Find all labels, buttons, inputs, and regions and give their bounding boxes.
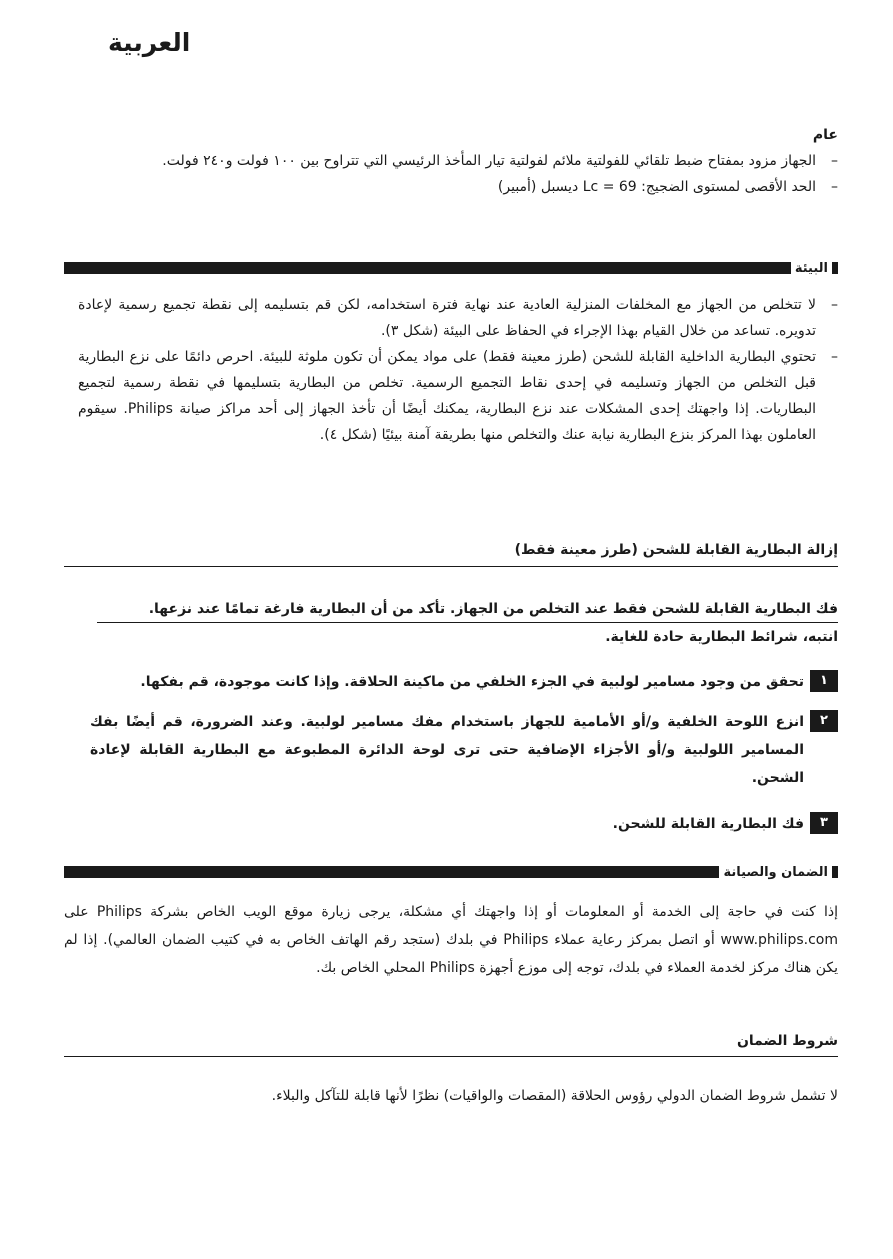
step-text: فك البطارية القابلة للشحن. <box>612 816 804 832</box>
general-list <box>64 148 838 200</box>
warranty-conditions-text: لا تشمل شروط الضمان الدولي رؤوس الحلاقة (المقصات والواقيات) نظرًا لأنها قابلة للتآكل والبلاء. <box>271 1088 838 1104</box>
warranty-section <box>64 898 838 982</box>
step-3 <box>90 810 838 838</box>
list-item: – الحد الأقصى لمستوى الضجيج: Lc = 69 ديسبل (أمبير) <box>64 174 838 200</box>
battery-removal-heading-block <box>64 537 838 563</box>
warranty-conditions-heading-block <box>64 1028 838 1054</box>
battery-caution: انتبه، شرائط البطارية حادة للغاية. <box>605 629 838 645</box>
step-text: تحقق من وجود مسامير لولبية في الجزء الخلفي من ماكينة الحلاقة. وإذا كانت موجودة، قم بفكها. <box>140 674 804 690</box>
step-number: ١ <box>810 670 838 692</box>
list-item: – تحتوي البطارية الداخلية القابلة للشحن (طرز معينة فقط) على مواد يمكن أن تكون ملوثة للبيئة. احرص دائمًا على نزع البطارية قبل التخلص من الجهاز وتسليمه في إحدى نقاط التجميع الرسمية. تخلص من البطارية بتسليمها في نقطة رسمية لتجميع البطاريات. إذا واجهتك إحدى المشكلات عند نزع البطارية، يمكنك أيضًا أن تأخذ الجهاز إلى أحد مراكز صيانة Philips. سيقوم العاملون بهذا المركز بنزع البطارية نيابة عنك والتخلص منها بطريقة آمنة بيئيًا (شكل ٤). <box>64 344 838 448</box>
divider <box>97 622 838 623</box>
environment-list <box>64 292 838 448</box>
step-number: ٣ <box>810 812 838 834</box>
warranty-section-bar <box>64 866 838 878</box>
language-title: العربية <box>108 28 191 57</box>
environment-heading: البيئة <box>791 261 832 276</box>
divider <box>64 1056 838 1057</box>
step-text: انزع اللوحة الخلفية و/أو الأمامية للجهاز باستخدام مفك مسامير لولبية. وعند الضرورة، قم أيضًا بفك المسامير اللولبية و/أو الأجزاء الإضافية حتى ترى لوحة الدائرة المطبوعة مع البطارية القابلة لإعادة الشحن. <box>90 714 804 786</box>
divider <box>64 566 838 567</box>
section-bar-fill <box>64 866 719 878</box>
general-heading: عام <box>812 127 838 143</box>
warranty-conditions-block <box>64 1083 838 1109</box>
battery-caution-block <box>97 624 838 650</box>
warranty-conditions-heading: شروط الضمان <box>736 1033 838 1049</box>
section-marker <box>832 866 838 878</box>
section-marker <box>832 262 838 274</box>
step-1 <box>90 668 838 696</box>
list-item: – الجهاز مزود بمفتاح ضبط تلقائي للفولتية ملائم لفولتية تيار المأخذ الرئيسي التي تتراوح بين ١٠٠ فولت و٢٤٠ فولت. <box>64 148 838 174</box>
step-number: ٢ <box>810 710 838 732</box>
battery-notice-block <box>97 596 838 622</box>
environment-section-bar <box>64 262 838 274</box>
general-section <box>64 122 838 200</box>
battery-notice: فك البطارية القابلة للشحن فقط عند التخلص من الجهاز. تأكد من أن البطارية فارغة تمامًا عند نزعها. <box>148 601 838 617</box>
list-item: – لا تتخلص من الجهاز مع المخلفات المنزلية العادية عند نهاية فترة استخدامه، لكن قم بتسليمه إلى نقطة تجميع رسمية لإعادة تدويره. تساعد من خلال القيام بهذا الإجراء في الحفاظ على البيئة (شكل ٣). <box>64 292 838 344</box>
battery-removal-heading: إزالة البطارية القابلة للشحن (طرز معينة فقط) <box>514 542 838 558</box>
section-bar-fill <box>64 262 791 274</box>
warranty-text: إذا كنت في حاجة إلى الخدمة أو المعلومات أو إذا واجهتك أي مشكلة، يرجى زيارة موقع الويب الخاص بشركة Philips على www.philips.com أو اتصل بمركز رعاية عملاء Philips في بلدك (ستجد رقم الهاتف الخاص به في كتيب الضمان العالمي). إذا لم يكن هناك مركز لخدمة العملاء في بلدك، توجه إلى موزع أجهزة Philips المحلي الخاص بك. <box>64 904 839 976</box>
warranty-heading: الضمان والصيانة <box>719 865 832 880</box>
step-2 <box>90 708 838 792</box>
environment-section <box>64 292 838 448</box>
